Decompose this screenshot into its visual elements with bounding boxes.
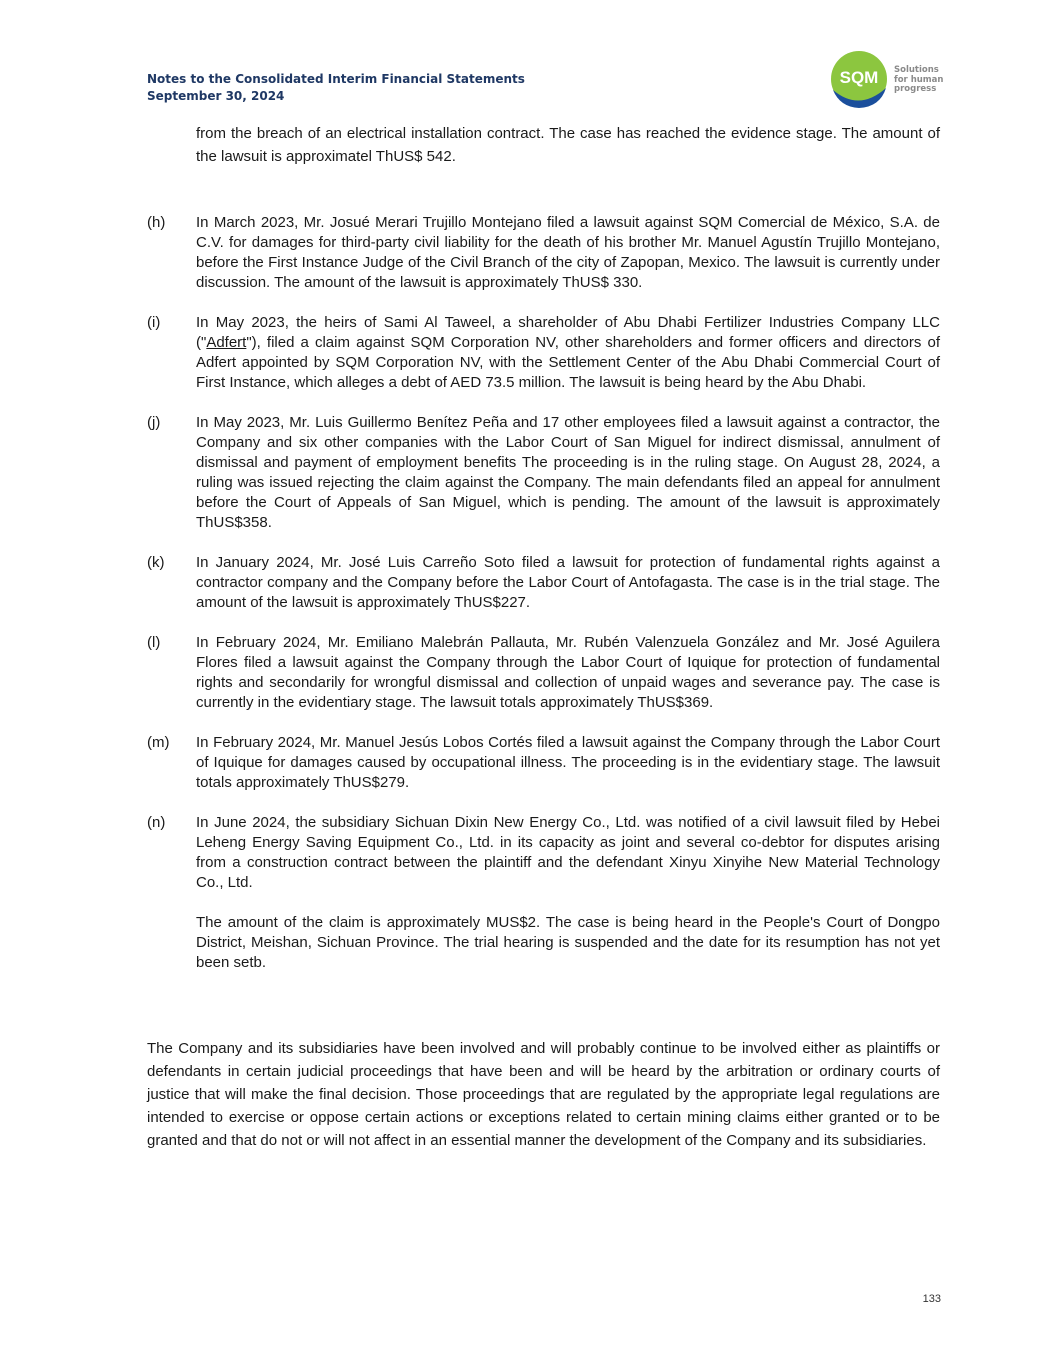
lawsuit-item-l: [147, 633, 940, 713]
item-label: (i): [147, 314, 161, 331]
item-label: (m): [147, 734, 170, 751]
item-text: [196, 313, 940, 393]
lawsuit-item-j: [147, 413, 940, 533]
adfert-underlined-term: Adfert: [206, 334, 247, 351]
continuation-text: from the breach of an electrical installation contract. The case has reached the evidence stage. The amount of the lawsuit is approximatel ThUS$ 542.: [196, 125, 940, 165]
item-text-part: "), filed a claim against SQM Corporation NV, other shareholders and former officers and directors of Adfert appointed by SQM Corporation NV, with the Settlement Center of the Abu Dhabi Commercial Court of First Instance, which alleges a debt of AED 73.5 million. The lawsuit is being heard by the Abu Dhabi.: [196, 334, 940, 391]
header-date: September 30, 2024: [147, 89, 285, 103]
sqm-logo-text: SQM: [839, 68, 879, 87]
closing-paragraph: The Company and its subsidiaries have been involved and will probably continue to be involved either as plaintiffs or defendants in certain judicial proceedings that have been and will be heard by the arbitration or ordinary courts of justice that will make the final decision. Those proceedings that are regulated by the appropriate legal regulations are intended to exercise or oppose certain actions or exceptions related to certain mining claims either granted or to be granted and that do not or will not affect in an essential manner the development of the Company and its subsidiaries.: [147, 1040, 940, 1149]
item-text: In June 2024, the subsidiary Sichuan Dixin New Energy Co., Ltd. was notified of a civil lawsuit filed by Hebei Leheng Energy Saving Equipment Co., Ltd. in its capacity as joint and several co-debtor for disputes arising from a construction contract between the plaintiff and the defendant Xinyu Xinyihe New Material Technology Co., Ltd.: [196, 814, 940, 891]
lawsuit-item-m: [147, 733, 940, 793]
lawsuit-list: [147, 213, 940, 993]
lawsuit-item-i: [147, 313, 940, 393]
item-label: (l): [147, 634, 161, 651]
item-text: In May 2023, Mr. Luis Guillermo Benítez Peña and 17 other employees filed a lawsuit against a contractor, the Company and six other companies with the Labor Court of San Miguel for indirect dismissal, annulment of dismissal and payment of employment benefits The proceeding is in the ruling stage. On August 28, 2024, a ruling was issued rejecting the claim against the Company. The main defendants filed an appeal for annulment before the Court of Appeals of San Miguel, which is pending. The amount of the lawsuit is approximately ThUS$358.: [196, 414, 940, 531]
lawsuit-item-h: [147, 213, 940, 293]
lawsuit-item-n: [147, 813, 940, 973]
lawsuit-item-k: [147, 553, 940, 613]
page-number: 133: [922, 1293, 941, 1305]
document-header: [147, 71, 525, 105]
item-label: (j): [147, 414, 161, 431]
item-text: In February 2024, Mr. Manuel Jesús Lobos Cortés filed a lawsuit against the Company through the Labor Court of Iquique for damages caused by occupational illness. The proceeding is in the evidentiary stage. The lawsuit totals approximately ThUS$279.: [196, 734, 940, 791]
item-label: (n): [147, 814, 166, 831]
item-text: In March 2023, Mr. Josué Merari Trujillo Montejano filed a lawsuit against SQM Comercial de México, S.A. de C.V. for damages for third-party civil liability for the death of his brother Mr. Manuel Agustín Trujillo Montejano, before the First Instance Judge of the Civil Branch of the city of Zapopan, Mexico. The lawsuit is currently under discussion. The amount of the lawsuit is approximately ThUS$ 330.: [196, 214, 940, 291]
continuation-paragraph: [147, 122, 940, 168]
header-title: Notes to the Consolidated Interim Financial Statements: [147, 72, 525, 86]
sqm-logo: [828, 50, 943, 110]
item-text: In January 2024, Mr. José Luis Carreño Soto filed a lawsuit for protection of fundamental rights against a contractor company and the Company before the Labor Court of Antofagasta. The case is in the trial stage. The amount of the lawsuit is approximately ThUS$227.: [196, 554, 940, 611]
item-text-part: In May 2023, the heirs of Sami Al Taweel, a shareholder of Abu Dhabi Fertilizer Industries Company LLC (": [196, 314, 940, 351]
item-text: In February 2024, Mr. Emiliano Malebrán Pallauta, Mr. Rubén Valenzuela González and Mr. José Aguilera Flores filed a lawsuit against the Company through the Labor Court of Iquique for protection of fundamental rights and secondarily for wrongful dismissal and collection of unpaid wages and severance pay. The case is currently in the evidentiary stage. The lawsuit totals approximately ThUS$369.: [196, 634, 940, 711]
item-label: (k): [147, 554, 165, 571]
logo-tagline: Solutions for human progress: [894, 65, 944, 94]
item-label: (h): [147, 214, 166, 231]
item-text-continued: The amount of the claim is approximately MUS$2. The case is being heard in the People's Court of Dongpo District, Meishan, Sichuan Province. The trial hearing is suspended and the date for its resumption has not yet been setb.: [196, 914, 940, 971]
sqm-logo-mark: [828, 50, 892, 110]
